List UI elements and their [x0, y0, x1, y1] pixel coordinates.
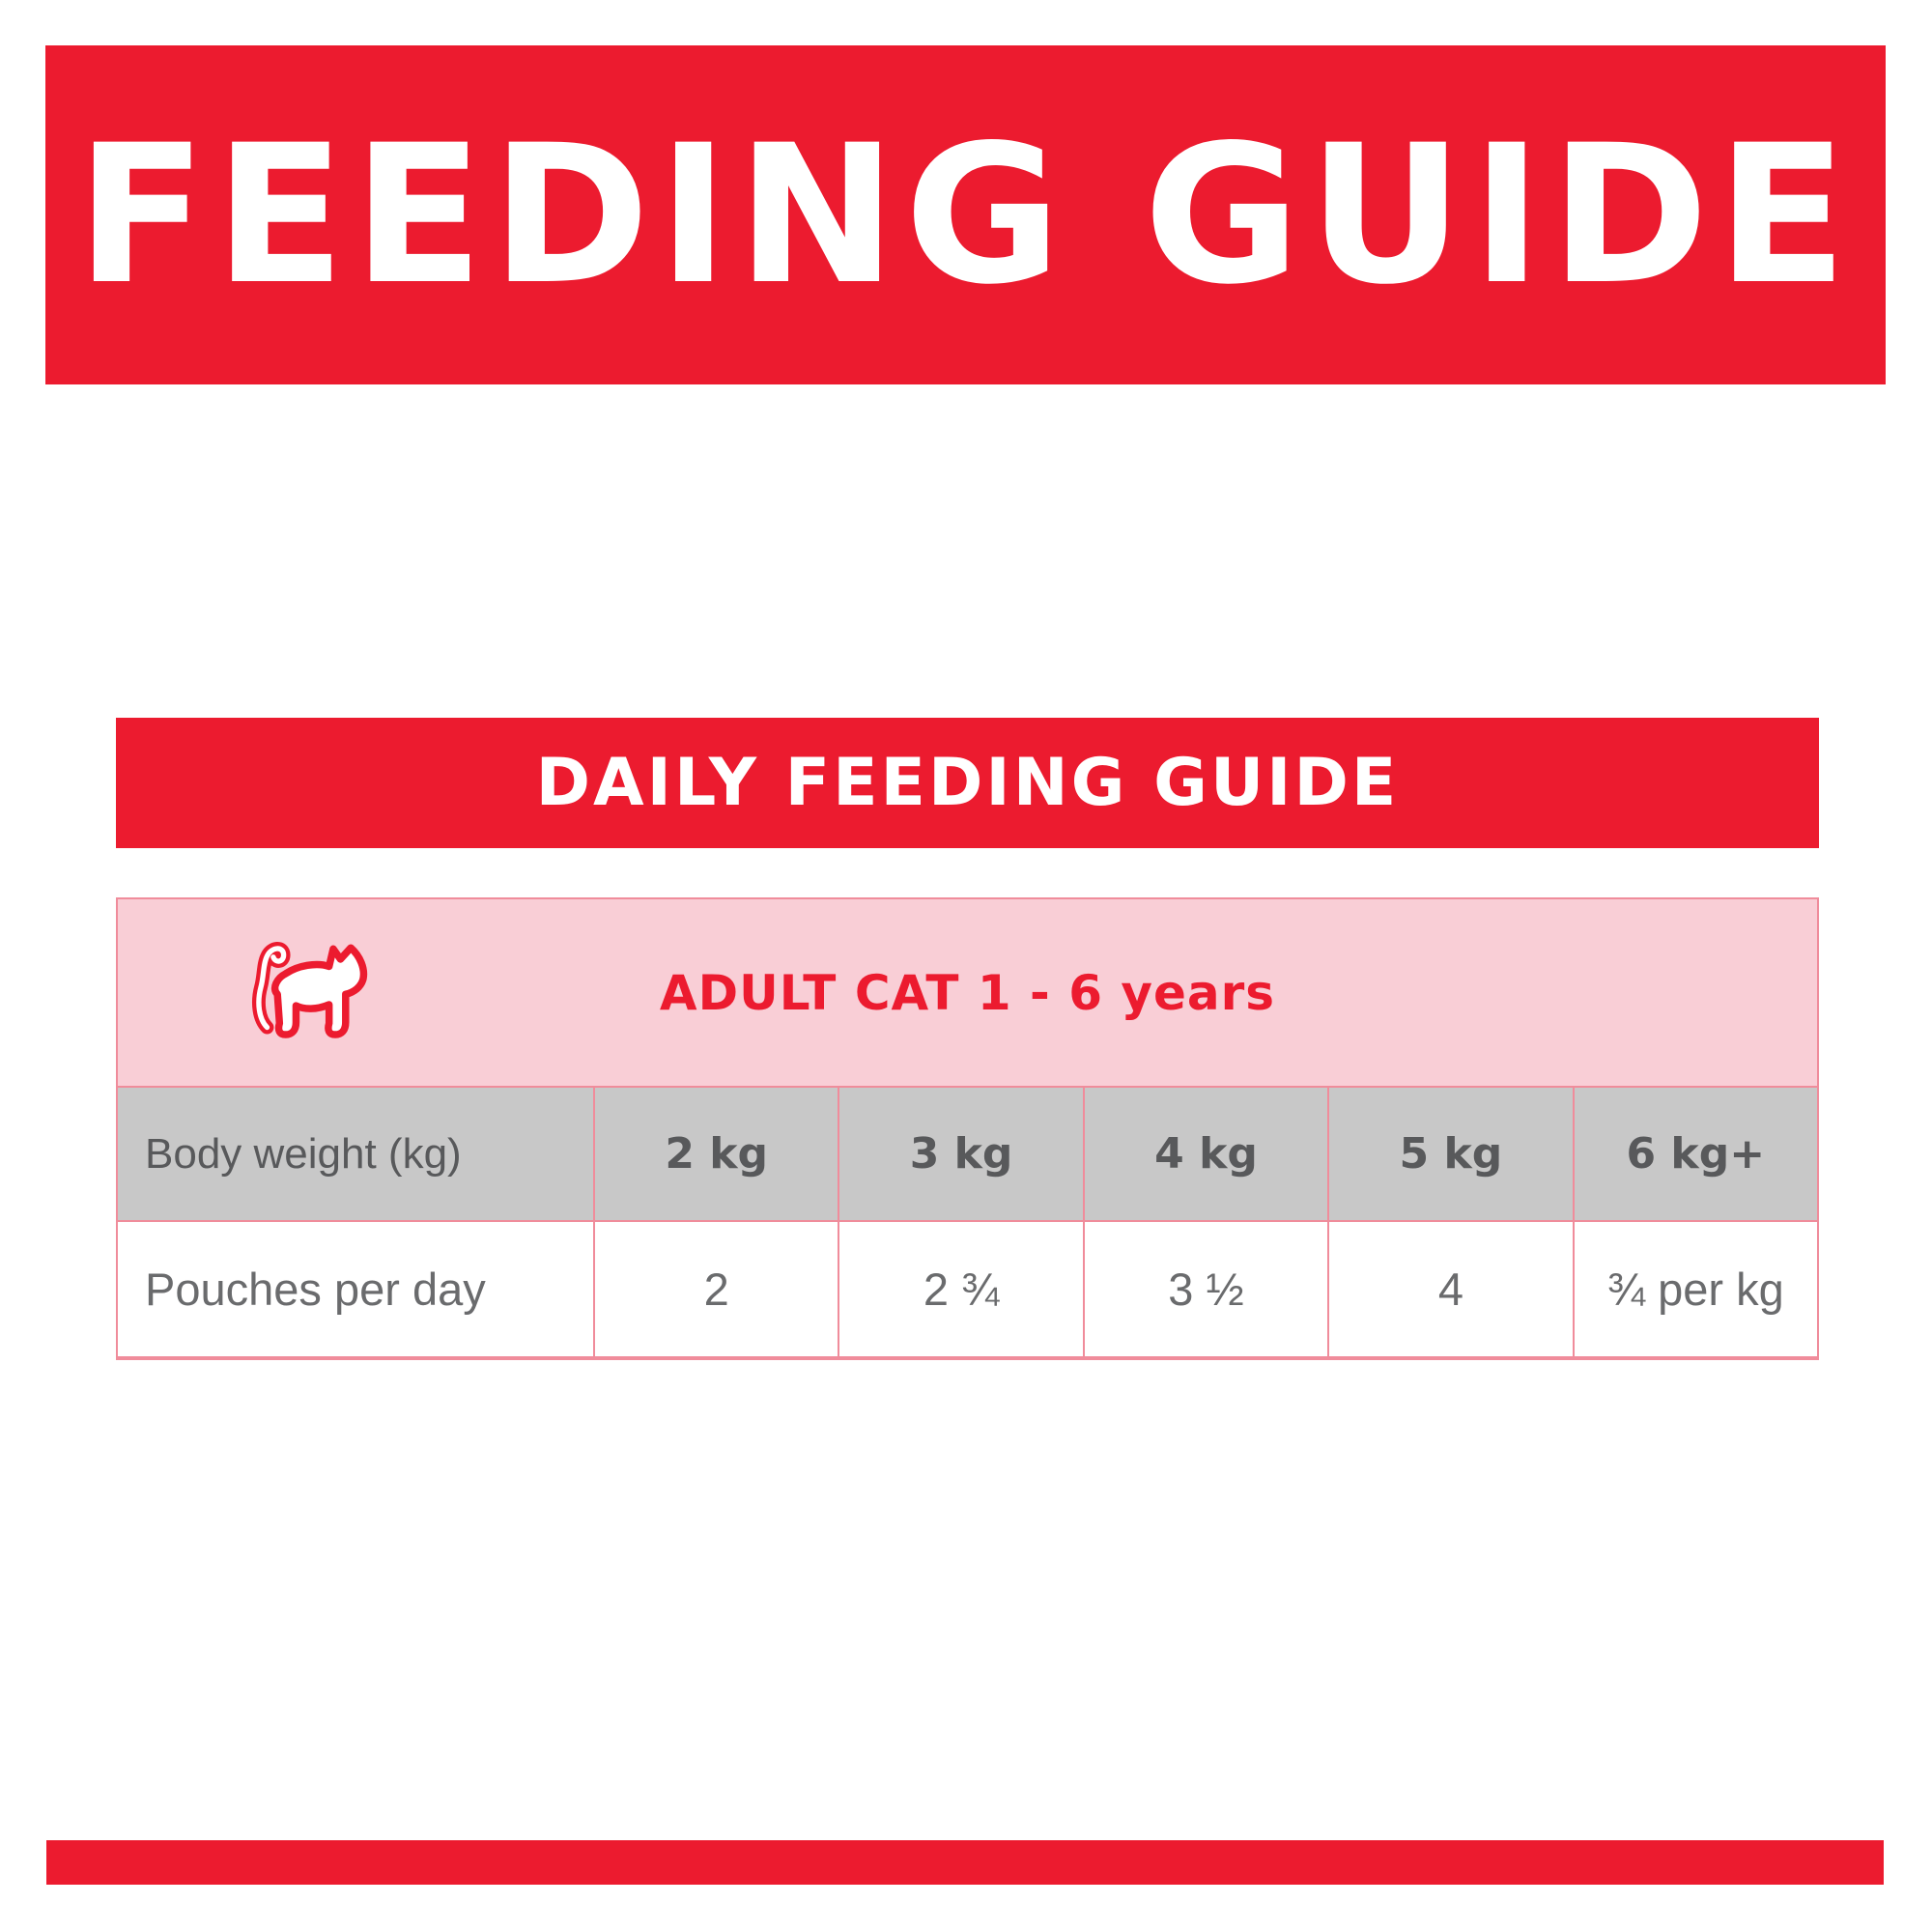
row-label: Pouches per day	[145, 1264, 486, 1315]
header-cell-2kg	[593, 1088, 838, 1222]
cell-value: ¾ per kg	[1606, 1264, 1784, 1315]
column-label: 6 kg+	[1626, 1129, 1766, 1179]
cell-value: 2	[703, 1264, 729, 1315]
row-label-pouches-per-day	[118, 1222, 593, 1356]
daily-feeding-guide-bar	[116, 718, 1819, 848]
cell-value: 3 ½	[1168, 1264, 1244, 1315]
value-cell-2kg	[593, 1222, 838, 1356]
column-label: 5 kg	[1399, 1129, 1503, 1179]
cell-value: 4	[1437, 1264, 1463, 1315]
value-cell-5kg	[1327, 1222, 1572, 1356]
column-label: 3 kg	[909, 1129, 1013, 1179]
header-cell-3kg	[838, 1088, 1082, 1222]
bottom-accent-bar	[46, 1840, 1884, 1885]
value-cell-6kg-plus	[1573, 1222, 1817, 1356]
column-label: Body weight (kg)	[145, 1129, 462, 1178]
section-title: DAILY FEEDING GUIDE	[535, 744, 1400, 821]
header-cell-6kg-plus	[1573, 1088, 1817, 1222]
header-cell-4kg	[1083, 1088, 1327, 1222]
header-cell-5kg	[1327, 1088, 1572, 1222]
audience-label: ADULT CAT 1 - 6 years	[659, 964, 1276, 1021]
page-title: FEEDING GUIDE	[75, 102, 1856, 327]
value-cell-3kg	[838, 1222, 1082, 1356]
column-label: 4 kg	[1154, 1129, 1258, 1179]
audience-panel	[116, 897, 1819, 1088]
cell-value: 2 ¾	[923, 1264, 1000, 1315]
column-label: 2 kg	[665, 1129, 769, 1179]
feeding-guide-banner	[45, 45, 1886, 384]
feeding-table	[116, 1088, 1819, 1360]
header-cell-body-weight	[118, 1088, 593, 1222]
value-cell-4kg	[1083, 1222, 1327, 1356]
